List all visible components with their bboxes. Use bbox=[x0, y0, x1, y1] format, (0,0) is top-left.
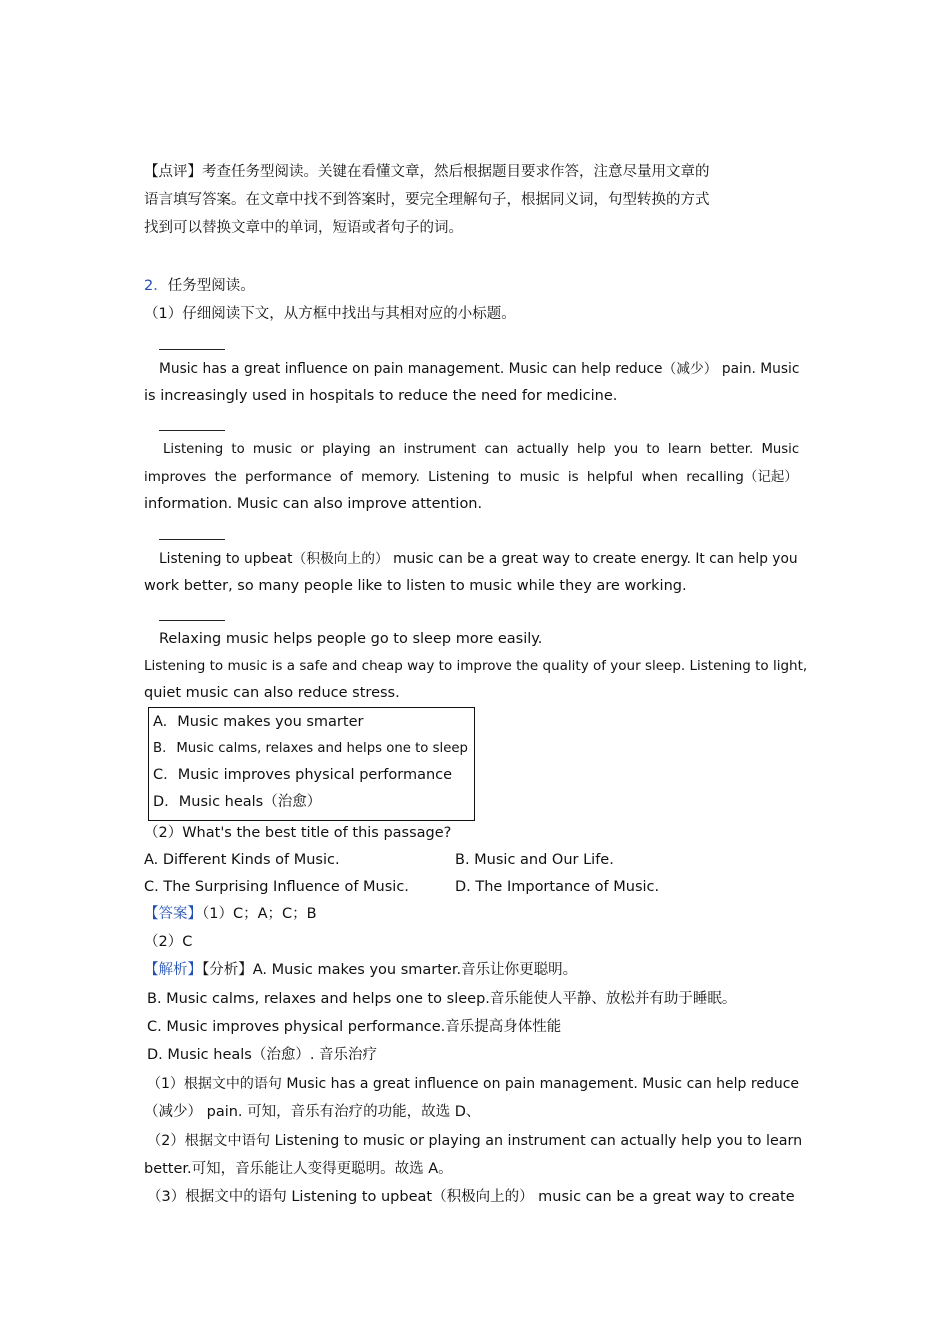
option-text: Music makes you smarter bbox=[177, 714, 364, 730]
option-text: Music heals（治愈） bbox=[178, 794, 322, 810]
choice-d[interactable]: D. The Importance of Music. bbox=[455, 879, 660, 895]
analysis-line-1 bbox=[144, 960, 577, 980]
heading-blank-4[interactable] bbox=[159, 620, 225, 621]
passage-2-line-1: Listening to music or playing an instrument can actually help you to learn better. Music bbox=[163, 442, 800, 457]
analysis-line-9: （3）根据文中的语句 Listening to upbeat（积极向上的） music can be a great way to create bbox=[147, 1189, 795, 1205]
box-option-d bbox=[153, 792, 321, 812]
option-text: Music calms, relaxes and helps one to sleep bbox=[176, 741, 468, 756]
heading-blank-1[interactable] bbox=[159, 349, 225, 350]
analysis-line-2: B. Music calms, relaxes and helps one to sleep.音乐能使人平静、放松并有助于睡眠。 bbox=[147, 991, 737, 1007]
question-number: 2． bbox=[144, 278, 168, 294]
passage-4-line-2: Listening to music is a safe and cheap way to improve the quality of your sleep. Listening to light, bbox=[144, 658, 808, 674]
question-title: 任务型阅读。 bbox=[167, 278, 255, 294]
box-option-c bbox=[153, 765, 452, 785]
answer-text-1: （1）C；A；C；B bbox=[202, 906, 317, 922]
passage-2-line-2: improves the performance of memory. Listening to music is helpful when recalling（记起） bbox=[144, 469, 798, 485]
analysis-line-3: C. Music improves physical performance.音乐提高身体性能 bbox=[147, 1019, 562, 1035]
choice-c[interactable]: C. The Surprising Influence of Music. bbox=[144, 879, 409, 895]
option-text: Music improves physical performance bbox=[177, 767, 453, 783]
passage-1-line-2: is increasingly used in hospitals to reduce the need for medicine. bbox=[144, 388, 618, 404]
box-option-b bbox=[153, 739, 468, 759]
box-option-a bbox=[153, 712, 363, 732]
passage-3-line-2: work better, so many people like to listen to music while they are working. bbox=[144, 578, 687, 594]
analysis-line-6: （减少） pain. 可知，音乐有治疗的功能，故选 D、 bbox=[144, 1104, 481, 1120]
choice-b[interactable]: B. Music and Our Life. bbox=[455, 852, 614, 868]
passage-4-line-1: Relaxing music helps people go to sleep more easily. bbox=[159, 631, 543, 647]
option-letter: B. bbox=[153, 741, 167, 756]
analysis-tag: 【解析】 bbox=[144, 962, 202, 978]
passage-3-line-1: Listening to upbeat（积极向上的） music can be a great way to create energy. It can help you bbox=[159, 551, 798, 567]
option-letter: D. bbox=[153, 794, 169, 810]
passage-1-line-1: Music has a great influence on pain management. Music can help reduce（减少） pain. Music bbox=[159, 361, 800, 377]
heading-blank-2[interactable] bbox=[159, 430, 225, 431]
answer-line-1 bbox=[144, 904, 317, 924]
option-letter: C. bbox=[153, 767, 168, 783]
passage-2-line-3: information. Music can also improve attention. bbox=[144, 496, 483, 512]
answer-tag: 【答案】 bbox=[144, 906, 202, 922]
option-letter: A. bbox=[153, 714, 168, 730]
analysis-line-4: D. Music heals（治愈）. 音乐治疗 bbox=[147, 1047, 378, 1063]
question-heading bbox=[144, 276, 255, 296]
analysis-text-1: 【分析】A. Music makes you smarter.音乐让你更聪明。 bbox=[202, 962, 578, 978]
comment-line-2: 语言填写答案。在文章中找不到答案时，要完全理解句子，根据同义词，句型转换的方式 bbox=[144, 192, 710, 208]
passage-4-line-3: quiet music can also reduce stress. bbox=[144, 685, 400, 701]
part2-question: （2）What's the best title of this passage? bbox=[144, 825, 452, 841]
answer-line-2: （2）C bbox=[144, 934, 193, 950]
analysis-line-8: better.可知，音乐能让人变得更聪明。故选 A。 bbox=[144, 1161, 453, 1177]
analysis-line-7: （2）根据文中语句 Listening to music or playing an instrument can actually help you to learn bbox=[147, 1133, 803, 1149]
comment-line-1: 【点评】考查任务型阅读。关键在看懂文章，然后根据题目要求作答，注意尽量用文章的 bbox=[144, 164, 710, 180]
analysis-line-5: （1）根据文中的语句 Music has a great influence on pain management. Music can help reduce bbox=[147, 1076, 800, 1092]
choice-a[interactable]: A. Different Kinds of Music. bbox=[144, 852, 340, 868]
heading-blank-3[interactable] bbox=[159, 539, 225, 540]
part1-instruction: （1）仔细阅读下文，从方框中找出与其相对应的小标题。 bbox=[144, 306, 516, 322]
comment-line-3: 找到可以替换文章中的单词，短语或者句子的词。 bbox=[144, 220, 463, 236]
